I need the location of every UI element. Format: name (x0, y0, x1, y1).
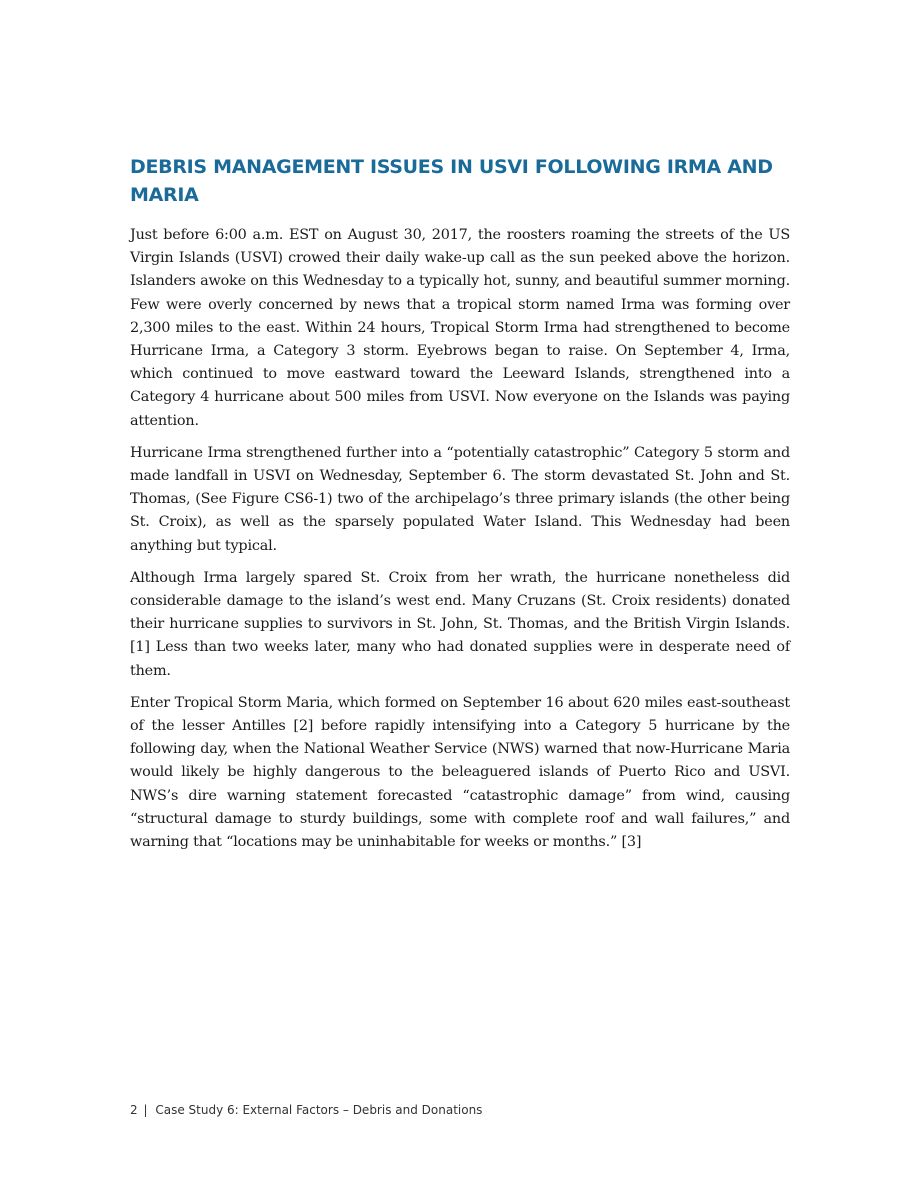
paragraph-1: Just before 6:00 a.m. EST on August 30, 2017, the roosters roaming the streets of the US Virgin Islands (USVI) crowed their daily wake-up call as the sun peeked above the horizon. Islanders awoke on this Wednesday to a typically hot, sunny, and beautiful summer morning. Few were overly concerned by news that a tropical storm named Irma was forming over 2,300 miles to the east. Within 24 hours, Tropical Storm Irma had strengthened to become Hurricane Irma, a Category 3 storm. Eyebrows began to raise. On September 4, Irma, which continued to move eastward toward the Leeward Islands, strengthened into a Category 4 hurricane about 500 miles from USVI. Now everyone on the Islands was paying attention. (130, 227, 790, 429)
paragraph-3: Although Irma largely spared St. Croix from her wrath, the hurricane nonetheless did considerable damage to the island’s west end. Many Cruzans (St. Croix residents) donated their hurricane supplies to survivors in St. John, St. Thomas, and the British Virgin Islands. [1] Less than two weeks later, many who had donated supplies were in desperate need of them. (130, 569, 790, 679)
body-text (130, 224, 790, 863)
paragraph-4: Enter Tropical Storm Maria, which formed on September 16 about 620 miles east-southeast of the lesser Antilles [2] before rapidly intensifying into a Category 5 hurricane by the following day, when the National Weather Service (NWS) warned that now-Hurricane Maria would likely be highly dangerous to the beleaguered islands of Puerto Rico and USVI. NWS’s dire warning statement forecasted “catastrophic damage” from wind, causing “structural damage to sturdy buildings, some with complete roof and wall failures,” and warning that “locations may be uninhabitable for weeks or months.” [3] (130, 694, 790, 851)
footer-title: Case Study 6: External Factors – Debris and Donations (155, 1103, 483, 1117)
footer-separator: | (143, 1103, 148, 1117)
page-number: 2 (130, 1103, 138, 1117)
section-heading: DEBRIS MANAGEMENT ISSUES IN USVI FOLLOWING IRMA AND MARIA (130, 156, 773, 206)
paragraph-2: Hurricane Irma strengthened further into a “potentially catastrophic” Category 5 storm and made landfall in USVI on Wednesday, September 6. The storm devastated St. John and St. Thomas, (See Figure CS6-1) two of the archipelago’s three primary islands (the other being St. Croix), as well as the sparsely populated Water Island. This Wednesday had been anything but typical. (130, 444, 790, 554)
page-footer (130, 1101, 482, 1119)
